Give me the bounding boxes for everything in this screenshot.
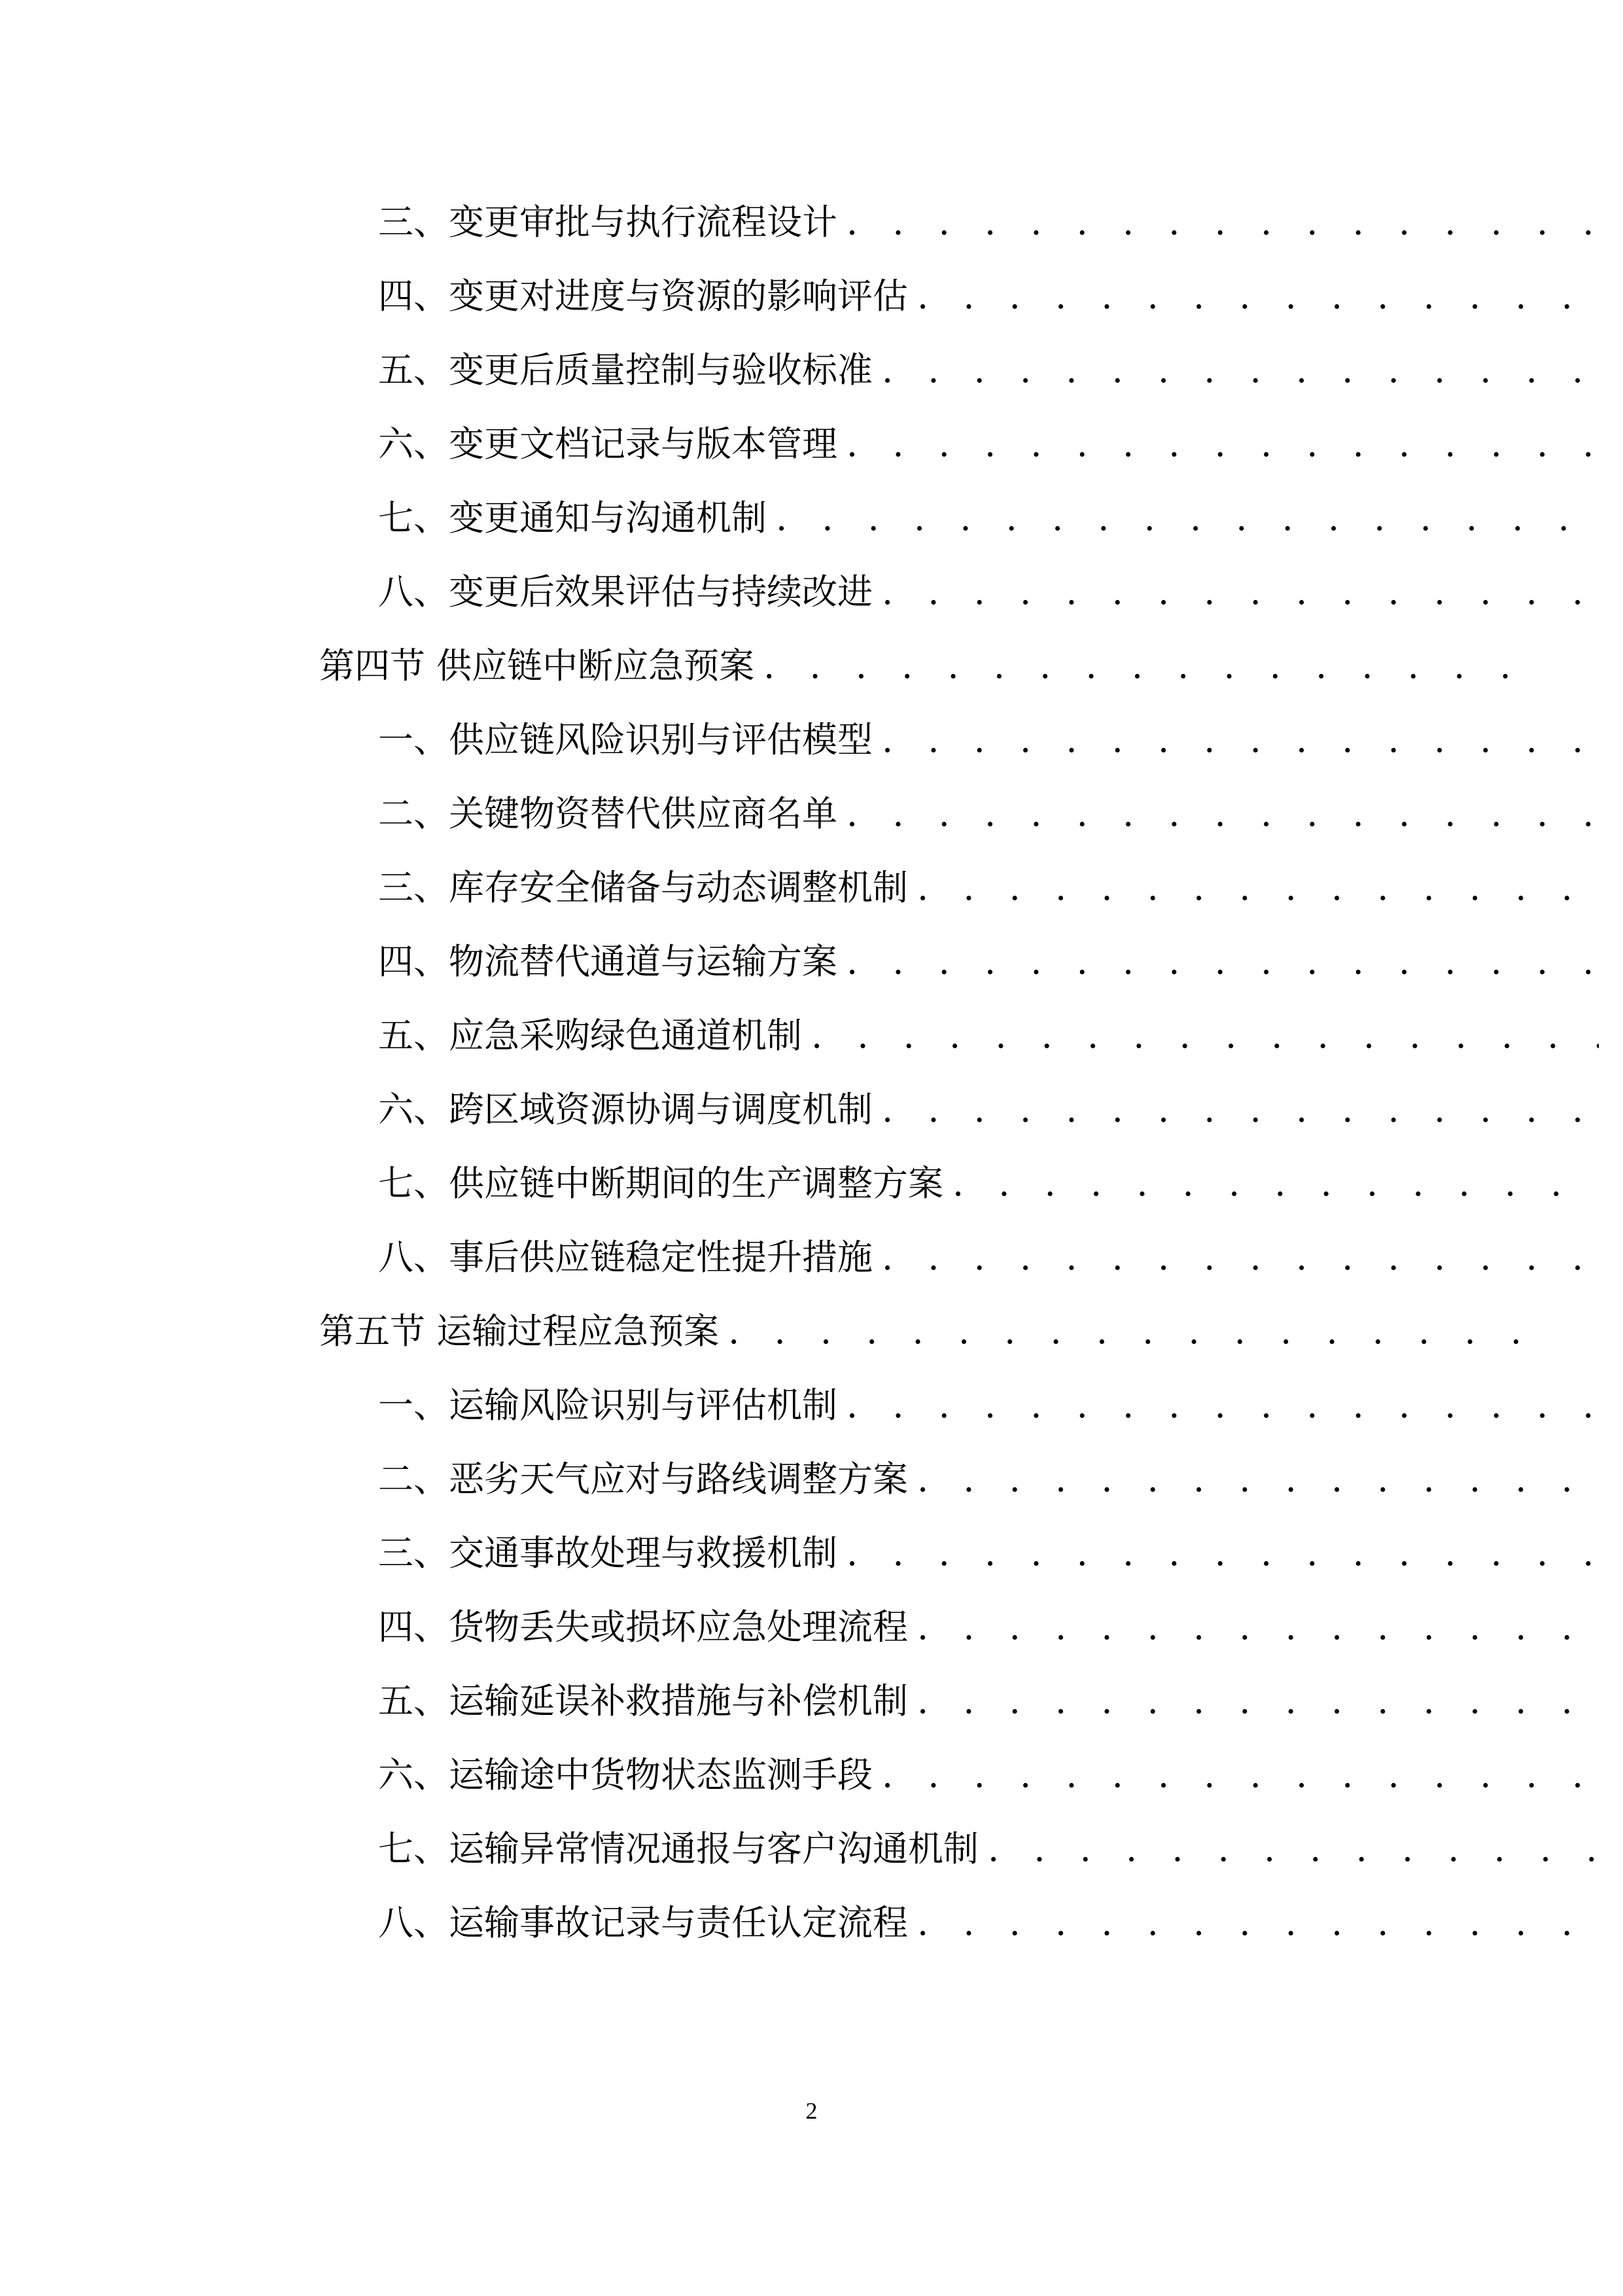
toc-entry[interactable] <box>0 1231 1623 1284</box>
dot-leader <box>811 1010 1599 1062</box>
dot-leader <box>846 788 1599 840</box>
toc-entry-page <box>1618 788 1623 840</box>
dot-leader <box>917 1675 1599 1727</box>
dot-leader <box>763 640 1540 692</box>
toc-entry[interactable] <box>0 1453 1623 1506</box>
toc-entry-page <box>1560 1305 1623 1358</box>
toc-entry-title: 四、变更对进度与资源的影响评估 <box>378 275 908 317</box>
toc-section-heading[interactable] <box>0 1305 1623 1358</box>
toc-entry-page <box>1618 1675 1623 1727</box>
dot-leader <box>846 1527 1599 1580</box>
toc-entry-page <box>1618 1231 1623 1284</box>
toc-entry[interactable] <box>0 1527 1623 1580</box>
toc-entry-title: 一、供应链风险识别与评估模型 <box>378 719 873 760</box>
toc-entry-page <box>1618 1601 1623 1653</box>
dot-leader <box>917 862 1599 914</box>
toc-entry[interactable] <box>0 1675 1623 1727</box>
dot-leader <box>882 714 1599 766</box>
toc-entry[interactable] <box>0 788 1623 840</box>
dot-leader <box>846 936 1599 988</box>
toc-entry[interactable] <box>0 1084 1623 1136</box>
dot-leader <box>882 344 1599 397</box>
toc-entry-page <box>1618 344 1623 397</box>
dot-leader <box>882 1749 1599 1801</box>
dot-leader <box>988 1823 1599 1875</box>
toc-section-heading[interactable] <box>0 640 1623 692</box>
toc-entry-page <box>1618 492 1623 544</box>
dot-leader <box>776 492 1599 544</box>
toc-entry[interactable] <box>0 1010 1623 1062</box>
toc-entry-page <box>1618 1897 1623 1949</box>
toc-entry-title: 六、跨区域资源协调与调度机制 <box>378 1089 873 1130</box>
toc-entry-title: 一、运输风险识别与评估机制 <box>378 1385 837 1426</box>
toc-entry[interactable] <box>0 862 1623 914</box>
toc-entry-title: 第四节 供应链中断应急预案 <box>319 645 755 686</box>
toc-entry[interactable] <box>0 1749 1623 1801</box>
toc-entry[interactable] <box>0 1823 1623 1875</box>
dot-leader <box>917 1897 1599 1949</box>
toc-entry[interactable] <box>0 1379 1623 1432</box>
toc-entry-page <box>1618 1823 1623 1875</box>
toc-entry-page <box>1618 566 1623 618</box>
dot-leader <box>952 1157 1599 1210</box>
dot-leader <box>846 1379 1599 1432</box>
toc-entry-page <box>1618 1453 1623 1506</box>
dot-leader <box>917 1601 1599 1653</box>
toc-entry-title: 八、变更后效果评估与持续改进 <box>378 571 873 612</box>
toc-entry-page <box>1618 714 1623 766</box>
toc-entry-title: 八、事后供应链稳定性提升措施 <box>378 1237 873 1278</box>
toc-entry[interactable] <box>0 492 1623 544</box>
dot-leader <box>882 1084 1599 1136</box>
toc-entry[interactable] <box>0 344 1623 397</box>
toc-entry-title: 四、物流替代通道与运输方案 <box>378 941 837 982</box>
toc-entry-title: 五、应急采购绿色通道机制 <box>378 1015 802 1056</box>
toc-entry[interactable] <box>0 270 1623 323</box>
page-number: 2 <box>805 2098 818 2124</box>
toc-entry[interactable] <box>0 936 1623 988</box>
dot-leader <box>882 1231 1599 1284</box>
toc-entry[interactable] <box>0 566 1623 618</box>
toc-entry[interactable] <box>0 1897 1623 1949</box>
toc-entry-page <box>1618 196 1623 249</box>
toc-entry-title: 二、恶劣天气应对与路线调整方案 <box>378 1458 908 1500</box>
dot-leader <box>917 1453 1599 1506</box>
toc-entry-title: 三、库存安全储备与动态调整机制 <box>378 867 908 908</box>
dot-leader <box>882 566 1599 618</box>
toc-entry-title: 四、货物丢失或损坏应急处理流程 <box>378 1606 908 1648</box>
toc-entry-title: 七、变更通知与沟通机制 <box>378 497 767 539</box>
toc-entry-page <box>1618 936 1623 988</box>
dot-leader <box>728 1305 1540 1358</box>
toc-entry-page <box>1618 1527 1623 1580</box>
toc-entry-page <box>1618 1749 1623 1801</box>
toc-entry-title: 六、运输途中货物状态监测手段 <box>378 1754 873 1795</box>
toc-entry-page <box>1618 1084 1623 1136</box>
toc-entry-title: 五、变更后质量控制与验收标准 <box>378 349 873 391</box>
toc-entry[interactable] <box>0 418 1623 470</box>
toc-entry-title: 第五节 运输过程应急预案 <box>319 1311 720 1352</box>
toc-entry-title: 三、变更审批与执行流程设计 <box>378 202 837 243</box>
toc-entry-page <box>1618 1157 1623 1210</box>
toc-entry[interactable] <box>0 1157 1623 1210</box>
dot-leader <box>846 196 1599 249</box>
toc-entry[interactable] <box>0 714 1623 766</box>
toc-entry-title: 五、运输延误补救措施与补偿机制 <box>378 1680 908 1722</box>
toc-entry[interactable] <box>0 1601 1623 1653</box>
toc-entry-page <box>1618 1010 1623 1062</box>
toc-entry-page <box>1560 640 1623 692</box>
dot-leader <box>846 418 1599 470</box>
toc-entry-page <box>1618 418 1623 470</box>
toc-entry-title: 二、关键物资替代供应商名单 <box>378 793 837 834</box>
toc-entry-page <box>1618 862 1623 914</box>
toc-entry-title: 八、运输事故记录与责任认定流程 <box>378 1902 908 1943</box>
toc-entry[interactable] <box>0 196 1623 249</box>
toc-entry-page <box>1618 270 1623 323</box>
dot-leader <box>917 270 1599 323</box>
toc-entry-title: 三、交通事故处理与救援机制 <box>378 1532 837 1574</box>
toc-entry-title: 七、运输异常情况通报与客户沟通机制 <box>378 1828 979 1869</box>
toc-entry-title: 六、变更文档记录与版本管理 <box>378 423 837 465</box>
toc-entry-title: 七、供应链中断期间的生产调整方案 <box>378 1163 943 1204</box>
toc-entry-page <box>1618 1379 1623 1432</box>
